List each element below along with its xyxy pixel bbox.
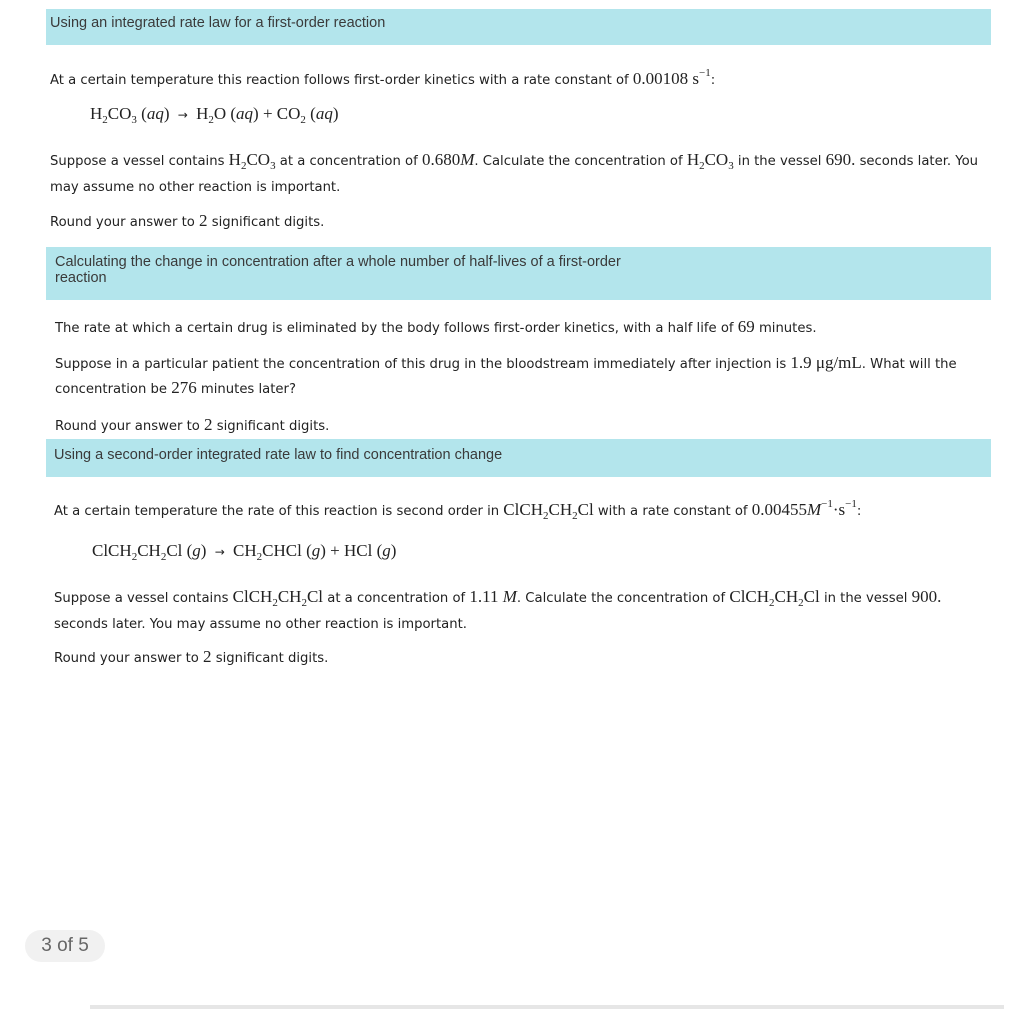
q-text: seconds later. You may assume no other reaction is important. (54, 617, 467, 632)
q-text: in the vessel (823, 591, 908, 606)
concentration-unit: M (502, 587, 517, 606)
equation-reactant: $H_2CO_3$ (aq) (90, 104, 170, 126)
rounding-instruction (54, 644, 328, 672)
section-header-second-order (46, 439, 991, 477)
q-text: in the vessel (737, 154, 822, 169)
q-text: . Calculate the concentration of (516, 591, 726, 606)
round-text: Round your answer to (54, 651, 199, 666)
initial-concentration: 0.680 (421, 150, 461, 169)
species-dichloroethane: $ClCH_2CH_2Cl$ (729, 587, 820, 609)
section-title: Using an integrated rate law for a first-order reaction (50, 15, 386, 31)
rate-unit-m: M (806, 500, 822, 519)
rate-unit-s: s (838, 500, 846, 519)
elapsed-time: 276 (171, 378, 197, 397)
concentration-unit: M (460, 150, 475, 169)
round-text: significant digits. (211, 215, 325, 230)
elapsed-time: 690. (825, 150, 856, 169)
elapsed-time: 900. (911, 587, 942, 606)
statement-text: At a certain temperature this reaction follows first-order kinetics with a rate constant of (50, 73, 629, 88)
species-h2co3: $H_2CO_3$ (686, 150, 734, 172)
initial-concentration: 1.9 (790, 353, 812, 372)
rate-constant-unit: s (692, 69, 699, 88)
round-text: significant digits. (216, 419, 330, 434)
round-text: significant digits. (215, 651, 329, 666)
q-text: later. You may assume no other reaction is important. (50, 154, 979, 195)
half-life-unit: minutes. (758, 321, 817, 336)
section-header-half-lives (46, 247, 991, 300)
reaction-equation (92, 541, 396, 561)
concentration-unit: μg/mL (815, 353, 862, 372)
reaction-equation (90, 104, 339, 124)
question-text (50, 147, 985, 201)
equation-products: $CH_2CHCl$ (g) + HCl (g) (233, 541, 397, 563)
significant-digits: 2 (204, 415, 213, 434)
species-dichloroethane: $ClCH_2CH_2Cl$ (232, 587, 324, 609)
q-text: . Calculate the concentration of (474, 154, 683, 169)
initial-concentration: 1.11 (469, 587, 499, 606)
rate-constant-value: 0.00108 (632, 69, 689, 88)
page-indicator: 3 of 5 (25, 930, 105, 962)
rate-exponent: −1 (821, 498, 833, 510)
rate-constant-value: 0.00455 (751, 500, 807, 519)
statement-text: At a certain temperature the rate of this reaction is second order in (54, 504, 500, 519)
q-text: seconds (859, 154, 914, 169)
rate-constant-statement: At a certain temperature the rate of this reaction is second order in $ClCH_2CH_2Cl$ with a rate constant of $0.00455M^{-1}\cdot s^{-1}$: (54, 498, 862, 522)
q-text: Suppose in a particular patient the concentration of this drug in the bloodstream immediately after injection is (55, 357, 787, 372)
q-text: at a concentration of (327, 591, 466, 606)
arrow-icon: → (177, 108, 188, 122)
q-text: Suppose a vessel contains (50, 154, 225, 169)
equation-reactant: $ClCH_2CH_2Cl$ (g) (92, 541, 207, 563)
significant-digits: 2 (199, 211, 208, 230)
statement-text: with a rate constant of (597, 504, 748, 519)
rate-exponent: −1 (699, 67, 711, 79)
rate-exponent: −1 (845, 498, 857, 510)
half-life-value: 69 (737, 317, 755, 336)
bottom-divider (90, 1005, 1004, 1009)
section-header-first-order (46, 9, 991, 45)
round-text: Round your answer to (55, 419, 200, 434)
q-text: the concentration be (55, 357, 957, 397)
rounding-instruction (50, 208, 324, 236)
arrow-icon: → (214, 545, 225, 559)
section-title: Using a second-order integrated rate law to find concentration change (54, 447, 503, 463)
question-text (55, 351, 990, 401)
significant-digits: 2 (203, 647, 212, 666)
round-text: Round your answer to (50, 215, 195, 230)
q-text: at a concentration of (279, 154, 418, 169)
q-text: . What will (861, 357, 931, 372)
q-text: Suppose a vessel contains (54, 591, 229, 606)
species-h2co3: $H_2CO_3$ (228, 150, 276, 172)
section-title: Calculating the change in concentration after a whole number of half-lives of a first-order reaction (55, 254, 621, 286)
statement-text: The rate at which a certain drug is eliminated by the body follows first-order kinetics, with a half life of (55, 321, 734, 336)
question-text (54, 584, 989, 638)
rounding-instruction (55, 412, 329, 440)
rate-constant-statement: At a certain temperature this reaction follows first-order kinetics with a rate constant of 0.00108 $s^{-1}$: (50, 67, 716, 88)
q-text: minutes later? (200, 382, 296, 397)
half-life-statement (55, 314, 817, 342)
species-dichloroethane: $ClCH_2CH_2Cl$ (503, 500, 594, 522)
equation-products: $H_2O$ $(aq) + CO_2$ (aq) (196, 104, 339, 126)
